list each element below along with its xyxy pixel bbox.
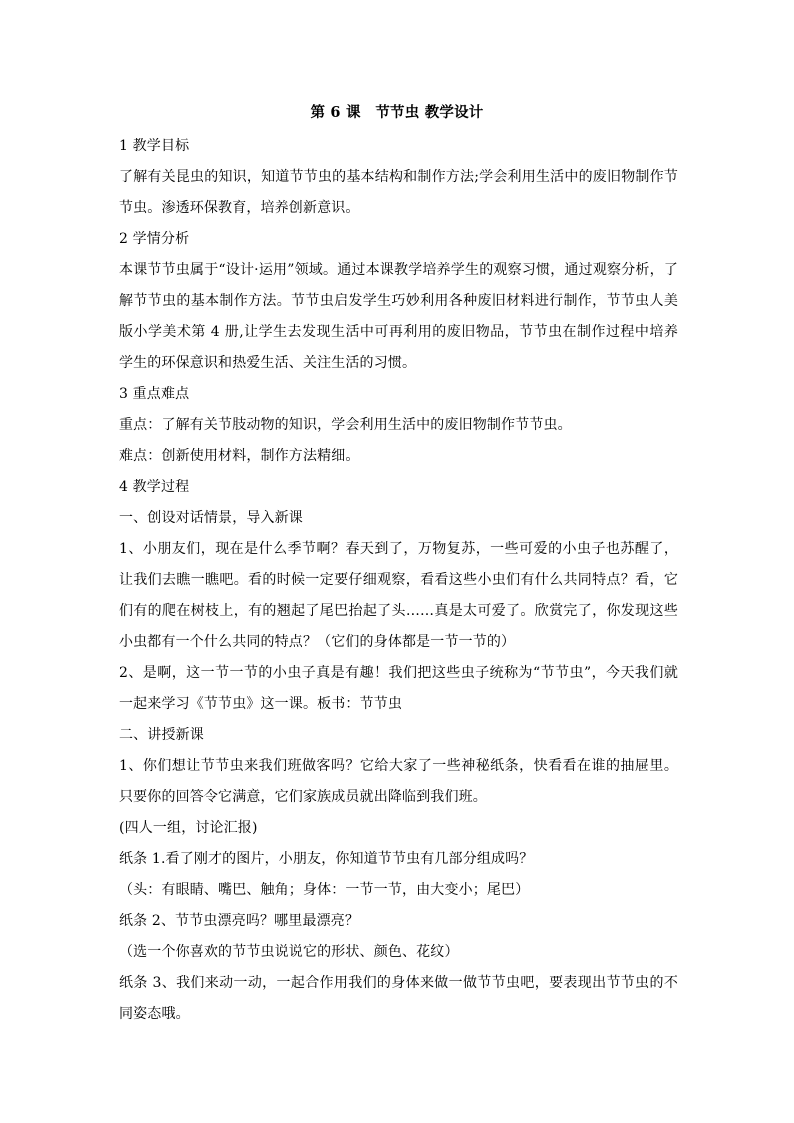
subheading-introduction: 一、创设对话情景，导入新课 xyxy=(119,510,303,526)
subheading-new-lesson: 二、讲授新课 xyxy=(119,727,204,743)
document-body xyxy=(119,131,678,1030)
paragraph-intro-2: 2、是啊，这一节一节的小虫子真是有趣！我们把这些虫子统称为“节节虫”，今天我们就一起来学习《节节虫》这一课。板书：节节虫 xyxy=(119,665,678,712)
paragraph-difficulty: 难点：创新使用材料，制作方法精细。 xyxy=(119,448,360,464)
paragraph-intro-1: 1、小朋友们，现在是什么季节啊？春天到了，万物复苏，一些可爱的小虫子也苏醒了，让我们去瞧一瞧吧。看的时候一定要仔细观察，看看这些小虫们有什么共同特点？看，它们有的爬在树枝上，有的翘起了尾巴抬起了头……真是太可爱了。欣赏完了，你发现这些小虫都有一个什么共同的特点？（它们的身体都是一节一节的） xyxy=(119,541,678,650)
section-heading-key-points: 3 重点难点 xyxy=(119,386,190,402)
section-heading-objectives: 1 教学目标 xyxy=(119,138,190,154)
paragraph-key-point: 重点：了解有关节肢动物的知识，学会利用生活中的废旧物制作节节虫。 xyxy=(119,417,572,433)
paragraph-note-1-answer: （头：有眼睛、嘴巴、触角；身体：一节一节，由大变小；尾巴） xyxy=(119,882,530,898)
paragraph-analysis: 本课节节虫属于“设计·运用”领域。通过本课教学培养学生的观察习惯，通过观察分析，了解节节虫的基本制作方法。节节虫启发学生巧妙利用各种废旧材料进行制作，节节虫人美版小学美术第 4 册,让学生去发现生活中可再利用的废旧物品，节节虫在制作过程中培养学生的环保意识和热爱生活、关注生活的习惯。 xyxy=(119,262,678,371)
paragraph-lesson-1: 1、你们想让节节虫来我们班做客吗？它给大家了一些神秘纸条，快看看在谁的抽屉里。只要你的回答令它满意，它们家族成员就出降临到我们班。 xyxy=(119,758,678,805)
paragraph-note-2-answer: （选一个你喜欢的节节虫说说它的形状、颜色、花纹） xyxy=(119,944,459,960)
paragraph-group-note: (四人一组，讨论汇报) xyxy=(119,820,258,836)
paragraph-note-3: 纸条 3、我们来动一动，一起合作用我们的身体来做一做节节虫吧，要表现出节节虫的不同姿态哦。 xyxy=(119,975,678,1022)
paragraph-note-2: 纸条 2、节节虫漂亮吗？哪里最漂亮？ xyxy=(119,913,360,929)
document-title: 第 6 课 节节虫 教学设计 xyxy=(310,104,484,121)
section-heading-analysis: 2 学情分析 xyxy=(119,231,190,247)
section-heading-process: 4 教学过程 xyxy=(119,479,190,495)
paragraph-note-1: 纸条 1.看了刚才的图片，小朋友，你知道节节虫有几部分组成吗？ xyxy=(119,851,534,867)
paragraph-objectives: 了解有关昆虫的知识，知道节节虫的基本结构和制作方法;学会利用生活中的废旧物制作节节虫。渗透环保教育，培养创新意识。 xyxy=(119,169,678,216)
